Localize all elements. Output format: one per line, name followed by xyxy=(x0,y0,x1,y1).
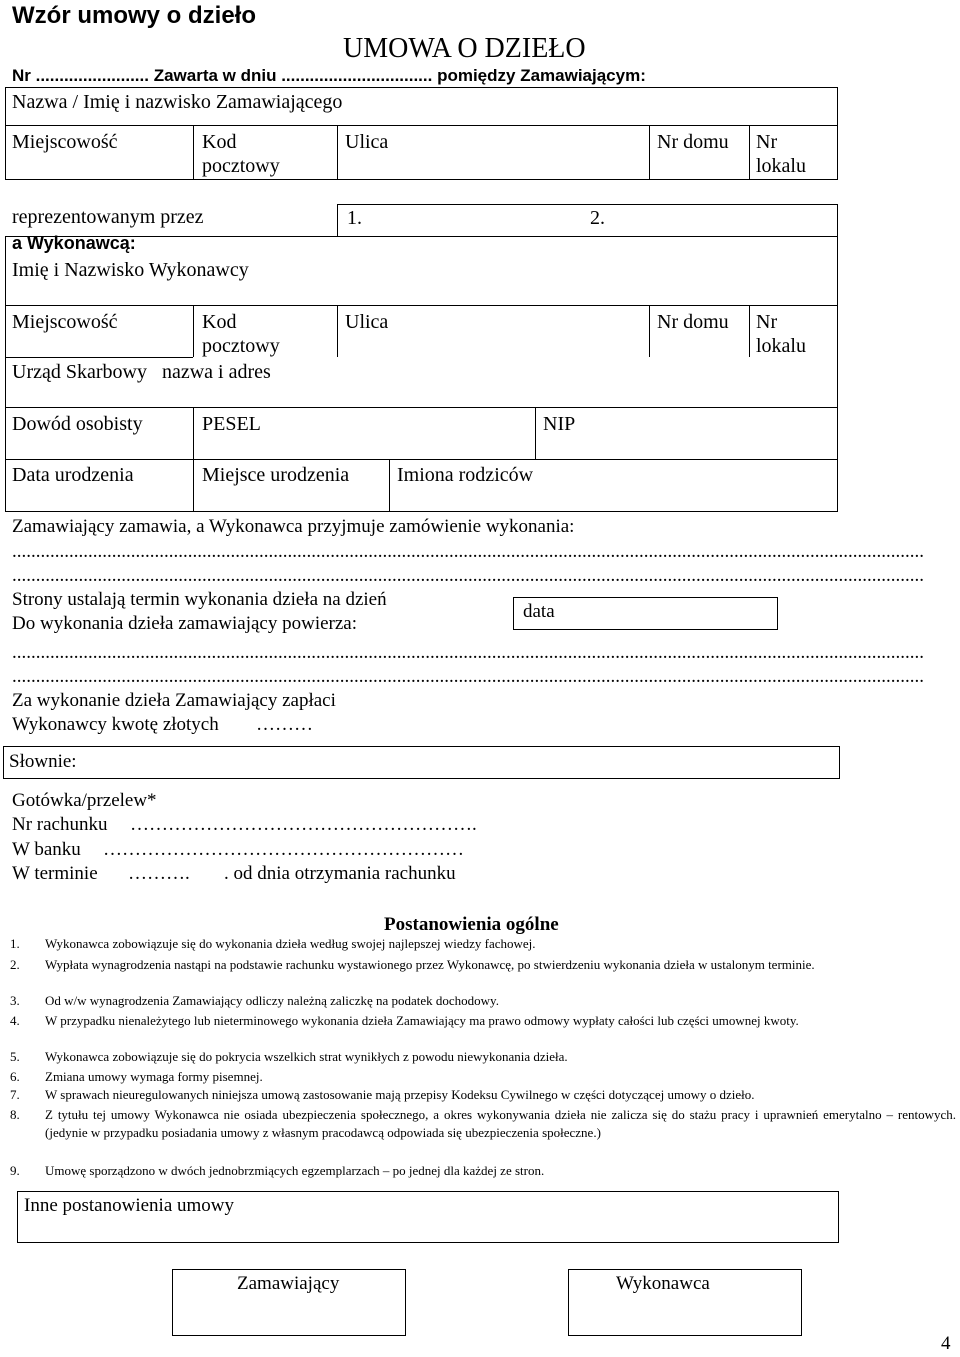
clause-number: 1. xyxy=(10,936,20,951)
other-terms-field[interactable] xyxy=(17,1191,839,1243)
contractor-name-label: Imię i Nazwisko Wykonawcy xyxy=(12,259,249,281)
clause-6 xyxy=(10,1068,956,1086)
order-text: Zamawiający zamawia, a Wykonawca przyjmuje zamówienie wykonania: xyxy=(12,516,575,537)
clause-text: Umowę sporządzono w dwóch jednobrzmiących egzemplarzach – po jednej dla każdej ze stron. xyxy=(45,1163,545,1178)
entrust-dotted-line-2: ................................................................................................................................................................................................ xyxy=(12,666,924,687)
client-city-label: Miejscowość xyxy=(12,131,118,153)
deadline-date-label: data xyxy=(523,601,555,622)
entrust-dotted-line-1: ................................................................................................................................................................................................ xyxy=(12,642,924,663)
clause-number: 8. xyxy=(10,1107,20,1122)
contractor-house-label: Nr domu xyxy=(657,311,729,333)
contract-intro-line: Nr ........................ Zawarta w dniu ................................ pomiędzy Zamawiającym: xyxy=(12,66,646,85)
clause-text: Wypłata wynagrodzenia nastąpi na podstawie rachunku wystawionego przez Wykonawcę, po stwierdzeniu wykonania dzieła w ustalonym terminie. xyxy=(45,957,815,972)
client-postcode-label-2: pocztowy xyxy=(202,155,280,177)
bank-dots: ………………………………………………… xyxy=(103,839,464,860)
clause-9 xyxy=(10,1162,956,1180)
clause-number: 9. xyxy=(10,1163,20,1178)
contractor-signature-box[interactable] xyxy=(568,1269,802,1336)
contractor-intro-label: a Wykonawcą: xyxy=(12,233,136,253)
clause-number: 2. xyxy=(10,957,20,972)
bank-label: W banku xyxy=(12,839,81,860)
clause-text: Zmiana umowy wymaga formy pisemnej. xyxy=(45,1069,263,1084)
contractor-postcode-label-2: pocztowy xyxy=(202,335,280,357)
general-provisions-heading: Postanowienia ogólne xyxy=(384,914,559,935)
client-flat-label-1: Nr xyxy=(756,131,778,153)
clause-4 xyxy=(10,1012,956,1030)
entrust-text: Do wykonania dzieła zamawiający powierza: xyxy=(12,613,358,634)
client-signature-label: Zamawiający xyxy=(237,1273,340,1294)
payment-text-line-1: Za wykonanie dzieła Zamawiający zapłaci xyxy=(12,690,336,711)
account-number-dots: ………………………………………………. xyxy=(130,814,477,835)
payment-term-suffix: . od dnia otrzymania rachunku xyxy=(224,863,456,884)
amount-in-words-field[interactable] xyxy=(3,746,840,779)
document-title: UMOWA O DZIEŁO xyxy=(343,33,586,64)
clause-number: 5. xyxy=(10,1049,20,1064)
clause-text: Od w/w wynagrodzenia Zamawiający odliczy należną zaliczkę na podatek dochodowy. xyxy=(45,993,499,1008)
contractor-flat-label-1: Nr xyxy=(756,311,778,333)
payment-text-line-2: Wykonawcy kwotę złotych xyxy=(12,714,219,735)
client-postcode-label-1: Kod xyxy=(202,131,237,153)
page-number: 4 xyxy=(941,1333,951,1354)
nip-label: NIP xyxy=(543,413,576,435)
clause-number: 4. xyxy=(10,1013,20,1028)
contractor-city-label: Miejscowość xyxy=(12,311,118,333)
payment-method: Gotówka/przelew* xyxy=(12,790,157,811)
clause-8 xyxy=(10,1106,956,1142)
payment-term-dots: ………. xyxy=(128,863,190,884)
clause-1 xyxy=(10,935,956,953)
deadline-date-field[interactable] xyxy=(513,597,778,630)
clause-text: Wykonawca zobowiązuje się do pokrycia wszelkich strat wynikłych z powodu niewykonania dzieła. xyxy=(45,1049,568,1064)
contractor-street-label: Ulica xyxy=(345,311,389,333)
clause-3 xyxy=(10,992,956,1010)
pesel-label: PESEL xyxy=(202,413,261,435)
account-number-label: Nr rachunku xyxy=(12,814,108,835)
template-title: Wzór umowy o dzieło xyxy=(12,2,256,29)
clause-text: Z tytułu tej umowy Wykonawca nie osiada ubezpieczenia społecznego, a okres wykonywania dzieła nie zalicza się do stażu pracy i uprawnień emerytalno – rentowych. (jedynie w przypadku posiadania umowy z własnym pracodawcą odpowiada się ubezpieczenia społeczne.) xyxy=(45,1107,956,1140)
clause-2 xyxy=(10,956,956,974)
representative-2-number: 2. xyxy=(590,207,605,229)
clause-5 xyxy=(10,1048,956,1066)
parents-names-label: Imiona rodziców xyxy=(397,464,534,486)
other-terms-label: Inne postanowienia umowy xyxy=(24,1195,235,1216)
amount-in-words-label: Słownie: xyxy=(9,751,77,772)
contractor-postcode-label-1: Kod xyxy=(202,311,237,333)
client-flat-label-2: lokalu xyxy=(756,155,806,177)
tax-office-label: Urząd Skarbowy nazwa i adres xyxy=(12,361,271,383)
clause-number: 3. xyxy=(10,993,20,1008)
birth-date-label: Data urodzenia xyxy=(12,464,134,486)
clause-text: W sprawach nieuregulowanych niniejsza umową zastosowanie mają przepisy Kodeksu Cywilnego w części dotyczącej umowy o dzieło. xyxy=(45,1087,755,1102)
amount-dots: ……… xyxy=(256,714,313,735)
deadline-text: Strony ustalają termin wykonania dzieła na dzień xyxy=(12,589,387,610)
represented-by-label: reprezentowanym przez xyxy=(12,206,204,228)
clause-text: Wykonawca zobowiązuje się do wykonania dzieła według swojej najlepszej wiedzy fachowej. xyxy=(45,936,536,951)
clause-text: W przypadku nienależytego lub nieterminowego wykonania dzieła Zamawiający ma prawo odmowy wypłaty całości lub części umownej kwoty. xyxy=(45,1013,799,1028)
client-signature-box[interactable] xyxy=(172,1269,406,1336)
clause-number: 7. xyxy=(10,1087,20,1102)
contractor-signature-label: Wykonawca xyxy=(616,1273,710,1294)
birth-place-label: Miejsce urodzenia xyxy=(202,464,350,486)
client-street-label: Ulica xyxy=(345,131,389,153)
client-name-label: Nazwa / Imię i nazwisko Zamawiającego xyxy=(12,91,343,113)
representative-1-number: 1. xyxy=(347,207,362,229)
order-dotted-line-1: ................................................................................................................................................................................................ xyxy=(12,541,924,562)
id-card-label: Dowód osobisty xyxy=(12,413,143,435)
client-house-label: Nr domu xyxy=(657,131,729,153)
payment-term-label: W terminie xyxy=(12,863,98,884)
contractor-flat-label-2: lokalu xyxy=(756,335,806,357)
clause-7 xyxy=(10,1086,956,1104)
order-dotted-line-2: ................................................................................................................................................................................................ xyxy=(12,565,924,586)
clause-number: 6. xyxy=(10,1069,20,1084)
